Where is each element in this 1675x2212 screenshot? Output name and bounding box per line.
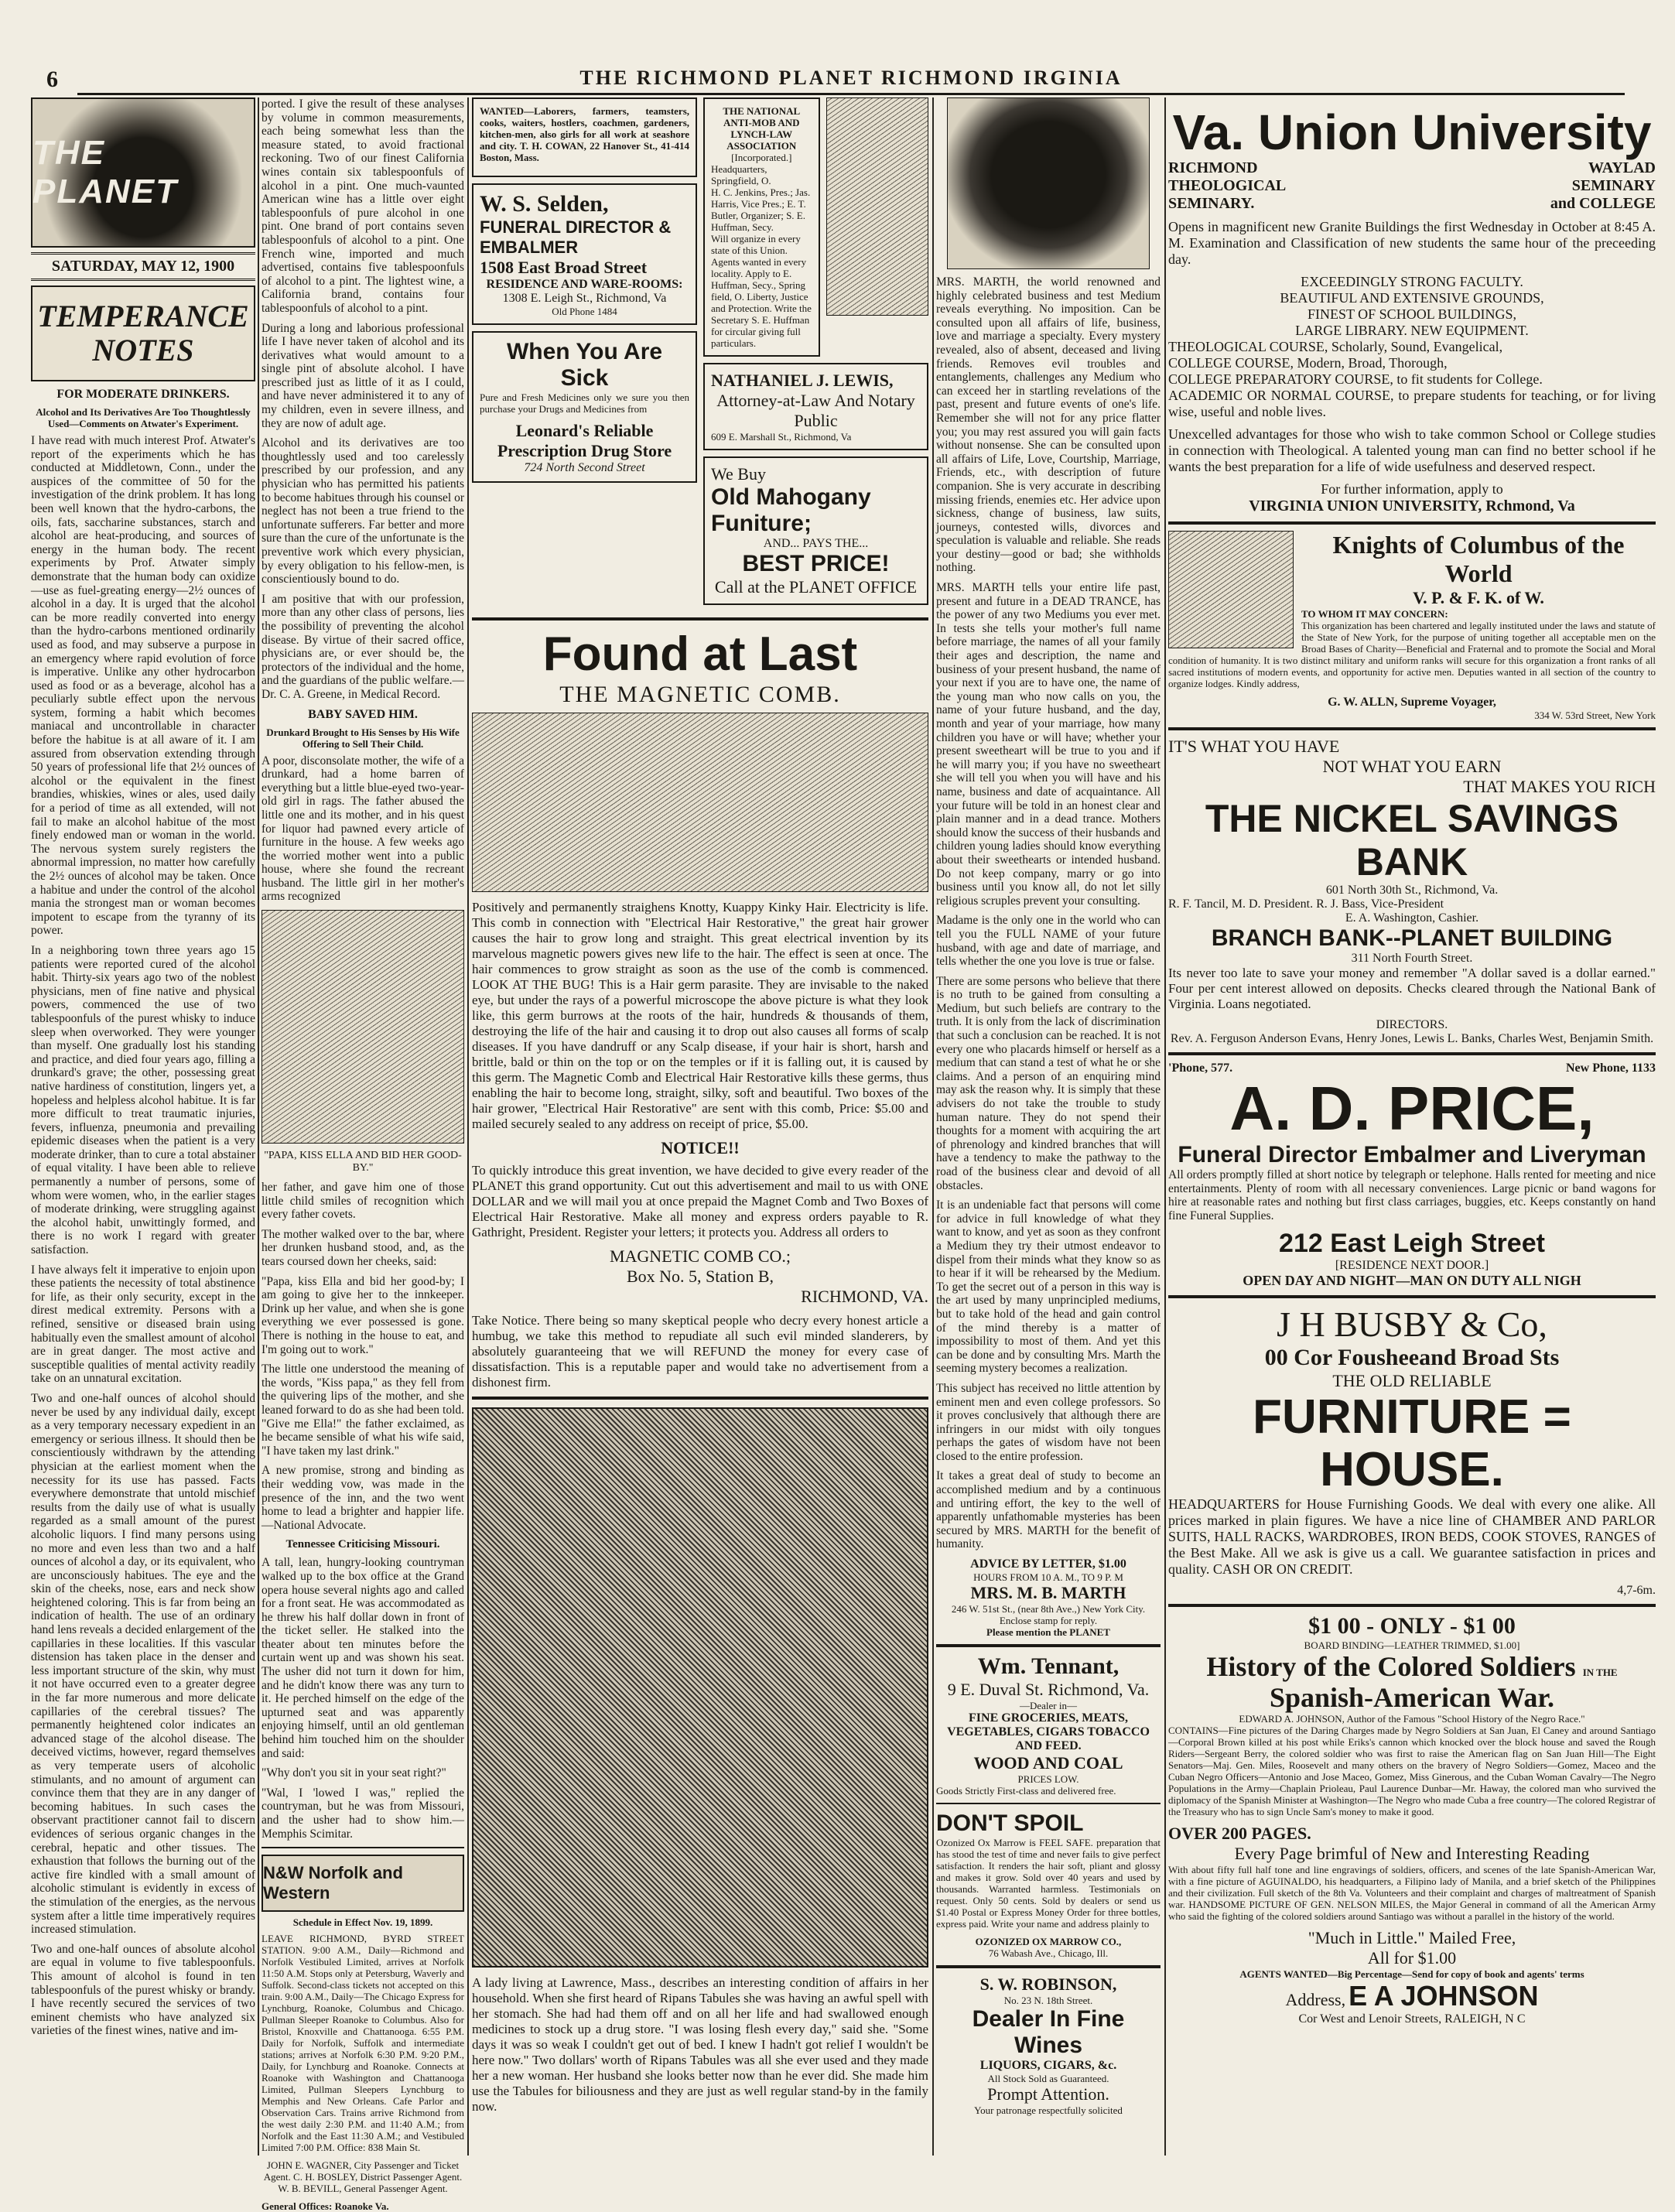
va-college: COLLEGE COURSE, Modern, Broad, Thorough, <box>1168 355 1448 371</box>
nw-logo-text: N&W Norfolk and Western <box>263 1863 403 1903</box>
busby-text: HEADQUARTERS for House Furnishing Goods. We deal with every one alike. All prices marked in plain figures. We have a nice line of CHAMBER AND PARLOR SUITS, HALL RACKS, WARDROBES, IRON BEDS, COOK STOVES, RANGES of the Best Make. All we ask is give us a call. We guarantee satisfaction in prices and quality. CASH OR ON CREDIT. <box>1168 1496 1656 1578</box>
article-paragraph: A new promise, strong and binding as their wedding vow, was made in the presence of the inn, and the two went home to lead a brighter and happier life.—National Advocate. <box>262 1464 464 1532</box>
nickel-officers-1: R. F. Tancil, M. D. President. R. J. Bass, Vice-President <box>1168 897 1444 911</box>
lewis-name: NATHANIEL J. LEWIS, <box>711 371 894 390</box>
kc-title: Knights of Columbus of the World <box>1332 531 1625 587</box>
lewis-ad <box>703 363 928 450</box>
ox-marrow-text: Ozonized Ox Marrow is FEEL SAFE. preparation that has stood the test of time and never fails to give perfect satisfaction. It renders the hair soft, pliant and glossy and makes it grow. Sold over 40 years and used by thousands. Warranted harmless. Testimonials on request. Only 50 cents. Sold by dealers or send us $1.40 Postal or Express Money Order for three bottles, express paid. Write your name and address plainly to <box>936 1837 1161 1930</box>
article-paragraph: Two and one-half ounces of alcohol should never be used by any individual daily, except as a very temporary necessary expedient in an emergency or serious illness. It should then be conscientiously withdrawn by the attending physician at the earliest moment when the necessity for its use has passed. Facts everywhere demonstrate that untold mischief results from the daily use of what is usually regarded as a small amount of the purest alcoholic liquors. I find many persons using no more and even less than two and a half ounces of alcohol a day, or its equivalent, who are unconsciously habitues. The eye and the skin of the cheeks, nose, ears and neck show heightened coloring. This is far from being an indication of health. The use of an ordinary hand lens reveals a decided enlargement of the capillaries in these localities. If this vascular distension has taken place in the denser and less important structure of the skin, why must it not have occurred even to a greater degree in the far more numerous and more delicate capillaries of the cerebral tissues? The permanently heightened color indicates an advanced stage of the alcohol disease. The deceived victims, however, regard themselves as very temperate users of alcoholic stimulants, and no amount of argument can convince them that they are in any danger of becoming habitues. In such cases the observant practitioner cannot fail to discern evidences of serious organic changes in the cerebral, hepatic and other tissues. The exhaustion that follows the burning out of the active fire kindled with a small amount of alcoholic stimulant is evidently in excess of the stimulation of the energies, as the nervous system after a little time imperatively requires increased stimulation. <box>31 1391 255 1937</box>
divider <box>262 1847 464 1848</box>
nickel-directors: DIRECTORS. <box>1376 1018 1448 1031</box>
history-book-ad <box>1168 1613 1656 2026</box>
divider <box>1168 1604 1656 1607</box>
history-title-1 <box>1168 1651 1656 1682</box>
article-subheading: Drunkard Brought to His Senses by His Wife Offering to Sell Their Child. <box>266 726 460 750</box>
nickel-line3: THAT MAKES YOU RICH <box>1463 777 1656 796</box>
antimob-text: Will organize in every state of this Union. Agents wanted in every locality. Apply to E. Huffman, Secy., Spring field, O. Liberty, Justice and Protection. Write the Secretary S. E. Huffman for circular giving full particulars. <box>711 233 812 349</box>
article-paragraph: her father, and gave him one of those little child smiles of recognition which every father covets. <box>262 1181 464 1222</box>
selden-address: 1508 East Broad Street <box>480 258 648 277</box>
robinson-prompt: Prompt Attention. <box>987 2084 1109 2104</box>
column-4 <box>936 97 1161 2156</box>
antimob-hq: Headquarters, Springfield, O. <box>711 163 771 186</box>
nw-agents: JOHN E. WAGNER, City Passenger and Ticket Agent. C. H. BOSLEY, District Passenger Agent. W. B. BEVILL, General Passenger Agent. <box>263 2159 463 2195</box>
kc-address: 334 W. 53rd Street, New York <box>1534 709 1656 721</box>
antimob-incorporated: [Incorporated.] <box>731 152 792 163</box>
article-paragraph: The mother walked over to the bar, where her drunken husband stood, and, as the tears coursed down her cheeks, said: <box>262 1227 464 1269</box>
article-paragraph: "Why don't you sit in your seat right?" <box>262 1766 446 1780</box>
va-right-3: and COLLEGE <box>1550 195 1656 212</box>
history-in-the: IN THE <box>1582 1667 1618 1679</box>
robinson-ad <box>936 1974 1161 2116</box>
va-left-2: THEOLOGICAL <box>1168 177 1287 194</box>
price-name: A. D. PRICE, <box>1229 1074 1595 1143</box>
marth-paragraph: MRS. MARTH, the world renowned and highly celebrated business and test Medium reveals everything. No imposition. Can be consulted upon all affairs of life, business, love and marriage a specialty. Every mystery revealed, also of absent, deceased and living friends. Removes evil troubles and entanglements, challenges any Medium who can exceed her in startling revelations of the past, present and future events of one's life. Remember she will not for any price flatter you; you may rest assured you will gain facts without nonsense. She can be consulted upon all affairs of Life, Love, Courtship, Marriage, Friends, etc., with description of future companion. She is very accurate in describing missing friends, enemies etc. Her advice upon sickness, change of business, law suits, journeys, contested wills, divorces and speculation is valuable and reliable. She reads your destiny—good or bad; she withholds nothing. <box>936 275 1161 575</box>
buy-line5: Call at the PLANET OFFICE <box>714 577 918 597</box>
sick-title: When You Are Sick <box>506 339 663 391</box>
leonard-address: 724 North Second Street <box>524 461 645 474</box>
article-heading: FOR MODERATE DRINKERS. <box>56 388 230 401</box>
va-grounds: BEAUTIFUL AND EXTENSIVE GROUNDS, <box>1280 290 1544 306</box>
planet-logo-text: THE PLANET <box>32 134 178 210</box>
robinson-patronage: Your patronage respectfully solicited <box>974 2104 1123 2117</box>
nw-offices: General Offices: Roanoke Va. <box>262 2200 389 2212</box>
mahogany-ad <box>703 456 928 605</box>
history-much: "Much in Little." Mailed Free, <box>1308 1928 1516 1948</box>
tennant-delivered: Goods Strictly First-class and delivered free. <box>936 1785 1116 1797</box>
dont-spoil-title: DON'T SPOIL <box>936 1810 1084 1837</box>
column-rule <box>1164 97 1166 2156</box>
history-address-label: Address, <box>1285 1990 1346 2010</box>
va-left-3: SEMINARY. <box>1168 195 1255 212</box>
va-union-schools <box>1168 159 1656 213</box>
price-phone-left: 'Phone, 577. <box>1168 1062 1233 1075</box>
tennant-prices: PRICES LOW. <box>1017 1773 1079 1786</box>
va-right-2: SEMINARY <box>1571 177 1656 194</box>
ripans-illustration <box>472 1407 928 1968</box>
nw-schedule-text: LEAVE RICHMOND, BYRD STREET STATION. 9:00 A.M., Daily—Richmond and Norfolk Vestibuled Limited, arrives at Norfolk 11:50 A.M. Stops only at Petersburg, Waverly and Suffolk. Second-class tickets not accepted on this train. 9:00 A.M., Daily—The Chicago Express for Lynchburg, Roanoke, Columbus and Chicago. Pullman Sleeper Roanoke to Columbus. Also for Bristol, Knoxville and Chattanooga. 6:55 P.M. Daily for Norfolk, Suffolk and intermediate stations; arrives at Norfolk 6:30 P.M. 9:20 P.M., Daily, for Lynchburg and Roanoke. Connects at Roanoke with Washington and Chattanooga Limited, Pullman Sleepers Lynchburg to Memphis and New Orleans. Cafe Parlor and Observation Cars. Trains arrive Richmond from the west daily 2:30 P.M. and 11:40 A.M.; from Norfolk and the East 11:30 A.M.; and Vestibuled Limited 7:00 P.M. Office: 838 Main St. <box>262 1933 464 2154</box>
kc-text: This organization has been chartered and legally instituted under the laws and statute of the State of New York, for the purpose of uniting together all acceptable men on the Broad Bases of Charity—Beneficial and Fraternal and to promote the Social and Moral condition of humanity. It is two distinct military and uniform ranks will secure for this organization a front ranks of all sacred institutions of modern events, and opportunity for active men. Deputies wanted in all section of the country to organize lodges. Kindly address, <box>1168 620 1656 689</box>
comb-paragraph: Positively and permanently straighens Knotty, Kuappy Kinky Hair. Electricity is life. This comb in connection with "Electrical Hair Restorative," the great hair grower causes the hair to grow long and straight. This great electrical invention by its marvelous magnetic powers gives new life to the hair. The effect is seen at once. The hair commences to grow straight as soon as the use of the comb is commenced. LOOK AT THE BUG! This is a Hair germ parasite. They are invisable to the naked eye, but under the rays of a powerful microscope the above picture is what they look like, this germ burrows at the roots of the hair, hundreds & thousands of them, destroying the life of the hair and causing it to drop out also causes all forms of scalp diseases. If you have dandruff or any Scalp disease, if your hair is short, harsh and brittle, bald or thin on the top or on the temples or if it is falling out, it is caused by this germ. The Magnetic Comb and Electrical Hair Restorative kills these germs, thus enabling the hair to become long, straight, silky, soft and beautiful. Two boxes of the hair grower, "Electrical Hair Restorative" are sent with this comb, Price: $5.00 and mailed securely sealed to any address on receipt of price, $5.00. <box>472 900 928 1131</box>
notice-paragraph: To quickly introduce this great invention, we have decided to give every reader of the PLANET this grand opportunity. Cut out this advertisement and mail to us with ONE DOLLAR and we will mail you at once prepaid the Magnet Comb and Two Boxes of Electrical Hair Restorative. Make all money and express orders payable to R. Gathright, President. Register your letters; it protects you. Address all orders to <box>472 1163 928 1239</box>
nickel-directors-list: Rev. A. Ferguson Anderson Evans, Henry Jones, Lewis L. Banks, Charles West, Benjamin Smith. <box>1170 1032 1654 1045</box>
history-binding: BOARD BINDING—LEATHER TRIMMED, $1.00] <box>1304 1639 1520 1652</box>
kc-signer: G. W. ALLN, Supreme Voyager, <box>1328 696 1496 709</box>
article-paragraph: "Wal, I 'lowed I was," replied the countryman, but he was from Missouri, and the usher had to show him.—Memphis Scimitar. <box>262 1786 464 1841</box>
va-library: LARGE LIBRARY. NEW EQUIPMENT. <box>1295 323 1529 338</box>
history-address-line <box>1168 1980 1656 2012</box>
marth-paragraph: MRS. MARTH tells your entire life past, present and future in a DEAD TRANCE, has the power of any two Mediums you ever met. In tests she tells your mother's full name before marriage, the names of all your family their ages and description, the name and business of your present husband, the name of your next if you are to have one, the name of the young man who now calls on you, the name of your future husband, and the day, month and year of your marriage, how many children you have or will have; whether your present sweetheart will be true to you and if he will marry you; if you have no sweetheart she will tell you when you will have and his name, business and date of acquaintance. All your future will be told in an honest clear and plain manner and in a dead trance. Mothers should know the success of their husbands and children young ladies should know everything about their sweethearts or intended husband. Do not keep company, marry or go into business until you know all, do not let silly religious scruples prevent your consulting. <box>936 581 1161 908</box>
lewis-address: 609 E. Marshall St., Richmond, Va <box>711 431 852 443</box>
divider <box>936 1803 1161 1804</box>
article-subheading: Alcohol and Its Derivatives Are Too Thoughtlessly Used—Comments on Atwater's Experiment. <box>36 406 251 429</box>
selden-residence: RESIDENCE AND WARE-ROOMS: <box>486 278 683 291</box>
article-paragraph: In a neighboring town three years ago 15 patients were reported cured of the alcohol habit. Thirty-six years ago two of the noblest physicians, men of fine native and physical powers, commenced the use of two tablespoonfuls of the purest whisky to induce sleep when overworked. They were younger than myself. One gradually lost his standing and practice, and died four years ago, filling a drunkard's grave; the other, possessing great native hardiness of constitution, lingers yet, a hopeless and helpless alcohol habitue. It is far more difficult to treat traumatic injuries, fevers, influenza, pneumonia and prevailing epidemic diseases when the patient is a very moderate drinker, than to cure a total abstainer of equal vitality. I have been able to relieve permanently a number of persons, some of whom were women, who, in the earlier stages of moderate drinking, were struggling against the alcohol habit, unwittingly formed, and there is no work I regard with greater satisfaction. <box>31 943 255 1257</box>
price-title: Funeral Director Embalmer and Liveryman <box>1178 1142 1646 1168</box>
marth-mention: Please mention the PLANET <box>986 1626 1110 1639</box>
tennant-name: Wm. Tennant, <box>977 1653 1120 1680</box>
nickel-title: THE NICKEL SAVINGS BANK <box>1205 797 1619 884</box>
marth-paragraph: It takes a great deal of study to become an accomplished medium and by a continuous and untiring effort, the key to the well of apparently unfathomable mysteries has been secured by MRS. MARTH for the benefit of humanity. <box>936 1469 1161 1551</box>
robinson-guaranteed: All Stock Sold as Guaranteed. <box>987 2073 1109 2085</box>
history-author: EDWARD A. JOHNSON, Author of the Famous "School History of the Negro Race." <box>1239 1713 1585 1725</box>
planet-logo <box>31 97 255 248</box>
page-number: 6 <box>46 67 60 92</box>
top-ads-left <box>472 97 697 611</box>
divider <box>936 1644 1161 1647</box>
va-left-1: RICHMOND <box>1168 159 1258 176</box>
history-over: OVER 200 PAGES. <box>1168 1824 1311 1844</box>
divider <box>1168 1295 1656 1298</box>
price-address: 212 East Leigh Street <box>1279 1229 1545 1259</box>
history-johnson: E A JOHNSON <box>1349 1980 1539 2012</box>
knights-columbus-ad <box>1168 531 1656 721</box>
busby-ad <box>1168 1304 1656 1598</box>
va-opens: Opens in magnificent new Granite Buildings the first Wednesday in October at 8:45 A. M. Examination and Classification of new students the same hour of the preceeding day. <box>1168 219 1656 267</box>
tennant-dealer: —Dealer in— <box>1019 1700 1077 1712</box>
va-union-left <box>1168 159 1286 213</box>
magnetic-comb-illustration <box>472 713 928 892</box>
nickel-branch-address: 311 North Fourth Street. <box>1351 952 1473 965</box>
justice-illustration <box>826 97 929 316</box>
kc-concern: TO WHOM IT MAY CONCERN: <box>1301 608 1448 620</box>
price-open: OPEN DAY AND NIGHT—MAN ON DUTY ALL NIGH <box>1243 1273 1581 1289</box>
history-price-line: $1 00 - ONLY - $1 00 <box>1308 1613 1516 1639</box>
issue-date: SATURDAY, MAY 12, 1900 <box>31 252 255 281</box>
marth-paragraph: There are some persons who believe that there is no truth to be gained from consulting a Medium, but such beliefs are contrary to the truth. It is only from the lack of discrimination that such a conclusion can be reached. It is not every one who placards himself or herself as a medium that can stand a test of what he or she claims. And a person of an enquiring mind may ask the reason why. It is simply that these advisers do not take the trouble to study human nature. They do not spend their thoughts for a moment with acquiring the art of phrenology and kindred branches that will have a tendency to make the pathway to the road of the business clear and devoid of all obstacles. <box>936 974 1161 1192</box>
busby-reliable: THE OLD RELIABLE <box>1332 1371 1492 1391</box>
wanted-ad <box>472 97 697 177</box>
article-paragraph: A poor, disconsolate mother, the wife of a drunkard, had a home barren of everything but a little blue-eyed two-year-old girl in rags. The father abused the little one and its mother, and in his quest for liquor had pawned every article of furniture in the house. A few weeks ago the worried mother went into a public house, where she found the recreant husband. The little girl in her mother's arms recognized <box>262 754 464 904</box>
robinson-goods: LIQUORS, CIGARS, &c. <box>979 2059 1117 2073</box>
temperance-notes-title: TEMPERANCE NOTES <box>37 299 249 368</box>
marth-paragraph: This subject has received no little attention by eminent men and even college professors. So it proves conclusively that although there are infringers in our midst with oily tongues perhaps the gates of wisdom have not been closed to the entire profession. <box>936 1381 1161 1463</box>
va-union-title: Va. Union University <box>1172 104 1652 160</box>
antimob-officers: H. C. Jenkins, Pres.; Jas. Harris, Vice Pres.; E. T. Butler, Organizer; S. E. Huffman, Secy. <box>711 186 811 233</box>
column-1 <box>31 97 255 2156</box>
column-rule <box>467 97 469 2156</box>
top-ads-right <box>703 97 928 611</box>
tennant-address: 9 E. Duval St. Richmond, Va. <box>947 1680 1150 1700</box>
va-right-1: WAYLAD <box>1588 159 1656 176</box>
antimob-title: THE NATIONAL ANTI-MOB AND LYNCH-LAW ASSOCIATION <box>723 105 801 152</box>
nw-schedule-title: Schedule in Effect Nov. 19, 1899. <box>292 1916 433 1929</box>
nw-railroad-logo <box>262 1855 464 1912</box>
mrs-marth-portrait <box>947 97 1150 269</box>
article-paragraph: Alcohol and its derivatives are too thoughtlessly used and too carelessly prescribed by our profession, and any physician who has permitted his patients to become habitues through his counsel or neglect has not been a true friend to the unfortunate sufferers. Far better and more sure than the cure of the unfortunate is the preventive work which every physician, by every obligation to his fellow-men, is conscientiously bound to do. <box>262 436 464 586</box>
marth-paragraph: Madame is the only one in the world who can tell you the FULL NAME of your future husband, with age and date of marriage, and tells whether the one you love is true or false. <box>936 914 1161 969</box>
nickel-bank-ad <box>1168 737 1656 1046</box>
article-heading: Tennessee Criticising Missouri. <box>285 1538 440 1551</box>
article-paragraph: "Papa, kiss Ella and bid her good-by; I am going to give her to the innkeeper. Drink up her value, and when she is gone everything we ever possessed is gone. There is nothing in the house to eat, and I'm going out to work." <box>262 1274 464 1356</box>
price-phone-right: New Phone, 1133 <box>1566 1062 1656 1075</box>
column-rule <box>932 97 934 2156</box>
history-contains: CONTAINS—Fine pictures of the Daring Charges made by Negro Soldiers at San Juan, El Caney and around Santiago—Corporal Brown killed at his post while Eriks's cannon which knocked over the block house and saved the Rough Riders—Sergeant Berry, the colored soldier who was first to raise the American flag on San Juan Hill—The Eight Senators—Maj. Gen. Miles, Roosevelt and many others on the bravery of Negro Soldiers—Gomez, Maceo and the Cuban Negro Officers—Antonio and Jose Maceo, Gomez, Miss Ginerous, and the Cuban Woman Cavalry—The Negro Populations in the Army—Chaplain Prioleau, Paul Laurence Dunbar—Mr. Haway, the colored man who survived the diplomacy of the Spanish Minister at Washington—The Negro who made Cuba a free country—The colored Registrar of the Treasury who has to sign Uncle Sam's money to make it good. <box>1168 1725 1656 1818</box>
column-3 <box>472 97 928 2156</box>
article-paragraph: Two and one-half ounces of absolute alcohol are equal in volume to five tablespoonfuls. This amount of alcohol is found in ten tablespoonfuls of the purest whisky or brandy. I have recently secured the services of two eminent chemists who have analyzed six varieties of the finest wines, native and im- <box>31 1942 255 2038</box>
top-ads-row <box>472 97 928 611</box>
va-union-ad <box>1168 105 1656 515</box>
buy-line4: BEST PRICE! <box>742 551 890 576</box>
article-paragraph: ported. I give the result of these analyses by volume in common measurements, each being somewhat less than the measure stated, to avoid fractional reckoning. Two of our finest California wines contain six tablespoonfuls of alcohol in a pint. One much-vaunted American wine has a little over eight tablespoonfuls of pure alcohol in one pint. One brand of port contains seven tablespoonfuls of alcohol to a pint. One French wine, imported and much advertised, contains five tablespoonfuls of alcohol to a pint. The lightest wine, a California brand, contains four tablespoonfuls of alcohol to a pint. <box>262 97 464 315</box>
nickel-branch: BRANCH BANK--PLANET BUILDING <box>1211 925 1613 951</box>
history-johnson-address: Cor West and Lenoir Streets, RALEIGH, N C <box>1298 2012 1526 2026</box>
history-agents: AGENTS WANTED—Big Percentage—Send for copy of book and agents' terms <box>1239 1968 1584 1981</box>
masthead <box>46 67 1625 95</box>
lewis-title: Attorney-at-Law And Notary Public <box>716 391 915 430</box>
va-prep: COLLEGE PREPARATORY COURSE, to fit students for College. <box>1168 371 1543 387</box>
marth-paragraph: It is an undeniable fact that persons will come for advice in full knowledge of what they want to know, and yet as soon as they confront a Medium they try their utmost endeavor to dispel from their minds what they know so as to hear if it will be rehearsed by the Medium. To get the secret out of a person in this way is the art used by many unprincipled mediums, but to take hold of the head and gain control of the mind thereby is a matter of impossibility to most of them. And yet this can be done and by consulting Mrs. Marth the seeming mystery becomes a realization. <box>936 1198 1161 1376</box>
marth-enclose: Enclose stamp for reply. <box>999 1615 1098 1627</box>
antimob-row <box>703 97 928 363</box>
divider <box>936 1965 1161 1968</box>
selden-ad <box>472 183 697 325</box>
comb-address-3: RICHMOND, VA. <box>801 1287 928 1306</box>
leonard-name: Leonard's Reliable Prescription Drug Store <box>497 421 672 460</box>
history-all: All for $1.00 <box>1367 1948 1457 1968</box>
bar-scene-illustration <box>262 910 464 1144</box>
price-ad <box>1168 1062 1656 1289</box>
divider <box>1168 521 1656 525</box>
article-heading: BABY SAVED HIM. <box>308 707 418 721</box>
leonard-drug-ad <box>472 331 697 483</box>
magnetic-comb-title: THE MAGNETIC COMB. <box>559 682 841 707</box>
nickel-officers-2: E. A. Washington, Cashier. <box>1345 911 1479 925</box>
wanted-text: WANTED—Laborers, farmers, teamsters, cooks, waiters, hostlers, coachmen, gardeners, kitchen-men, also girls for all work at seashore and city. T. H. COWAN, 22 Hanover St., 41-414 Boston, Mass. <box>480 105 689 163</box>
take-notice-paragraph: Take Notice. There being so many skeptical people who decry every honest article a humbug, we take this method to repudiate all such evil minded slanderers, by absolutely guaranteeing that we will REFUND the money for every case of dissatisfaction. This is a reputable paper and would take no advertisement from a dishonest firm. <box>472 1313 928 1390</box>
article-paragraph: A tall, lean, hungry-looking countryman walked up to the box office at the Grand opera house several nights ago and called for a front seat. He was accommodated as he threw his half dollar down in front of the ticket seller. He stalked into the theater about ten minutes before the curtain went up and was shown his seat. The usher did not turn it down for him, and he didn't know there was any turn to it. He perched himself on the edge of the upturned seat and was apparently enjoying himself, until an old gentleman behind him touched him on the shoulder and said: <box>262 1556 464 1760</box>
va-info: For further information, apply to <box>1321 481 1503 497</box>
selden-phone: Old Phone 1484 <box>552 306 617 317</box>
knights-illustration <box>1168 531 1294 648</box>
va-union-right <box>1550 159 1656 213</box>
illustration-caption: "PAPA, KISS ELLA AND BID HER GOOD-BY." <box>264 1150 462 1174</box>
robinson-address: No. 23 N. 18th Street. <box>1003 1995 1093 2007</box>
kc-sub: V. P. & F. K. of W. <box>1413 588 1544 607</box>
column-5 <box>1168 97 1656 2156</box>
price-residence: [RESIDENCE NEXT DOOR.] <box>1335 1259 1489 1273</box>
robinson-name: S. W. ROBINSON, <box>979 1974 1117 1995</box>
va-apply: VIRGINIA UNION UNIVERSITY, Rchmond, Va <box>1249 497 1575 515</box>
ox-marrow-company: OZONIZED OX MARROW CO., <box>975 1936 1122 1948</box>
article-paragraph: I have read with much interest Prof. Atwater's report of the experiments which he has conducted at Middletown, Conn., under the auspices of the committee of 50 for the investigation of the drink problem. It has long been well known that the hydro-carbons, the oils, fats, saccharine substances, starch and alcohol are heat-producing, and sources of energy in the human body. The recent experiments by Prof. Atwater simply demonstrate that the human body can oxidize—use as fuel-greating energy—2½ ounces of alcohol in a day. It is urged that the alcohol can be more readily converted into energy than the hydro-carbons mentioned ordinarily used as food, and may subserve a purpose in an emergency where rapid evolution of force is imperative. Unlike any other hydrocarbon used as food or as a beverage, alcohol has a peculiarly subtle effect upon the nervous system, forming a habit which becomes maniacal and uncontrollable in character before the habitue is at all aware of it. I am assured from observation extending through 50 years of professional life that 2½ ounces of alcohol or the equivalent in the finest brandies, whiskies, wines or ales, used daily for a period of time as all extended, will not fail to make an alcohol habitue of the most finely endowed man or woman in the world. The nervous system surely registers the abnormal impression, no matter how carefully the 2½ ounces of alcohol may be taken. Once a habitue and under the control of the alcohol mania the strongest man or woman becomes impotent to escape from the tyranny of its power. <box>31 434 255 938</box>
divider <box>1168 727 1656 730</box>
nickel-line2: NOT WHAT YOU EARN <box>1322 757 1502 776</box>
divider <box>472 617 928 621</box>
va-academic: ACADEMIC OR NORMAL COURSE, to prepare students for teaching, or for living wise, useful and noble lives. <box>1168 388 1656 419</box>
article-paragraph: During a long and laborious professional life I have never taken of alcohol and its derivatives what would amount to a single pint of absolute alcohol. I have prescribed just as little of it as I could, and have never administered it to any of my children, even in severe illness, and they are now of adult age. <box>262 321 464 430</box>
nickel-line1: IT'S WHAT YOU HAVE <box>1168 737 1340 756</box>
buy-line1: We Buy <box>711 464 766 484</box>
marth-hours: HOURS FROM 10 A. M., TO 9 P. M <box>973 1571 1123 1584</box>
ox-marrow-address: 76 Wabash Ave., Chicago, Ill. <box>988 1947 1109 1960</box>
selden-residence-address: 1308 E. Leigh St., Richmond, Va <box>502 292 667 305</box>
nickel-address: 601 North 30th St., Richmond, Va. <box>1325 884 1499 897</box>
found-at-last-title: Found at Last <box>542 627 858 681</box>
robinson-dealer: Dealer In Fine Wines <box>972 2006 1125 2059</box>
buy-line3: AND... PAYS THE... <box>763 537 869 550</box>
history-text: With about fifty full half tone and line engravings of soldiers, officers, and scenes of the late Spanish-American War, with a fine picture of AGUINALDO, his headquarters, a Filipino lady of Manila, and a brief sketch of the Philippines and their civilization. Full sketch of the 8th Va. Volunteers and their complaint and charges of maltreatment of Spanish war. HANDSOME PICTURE OF GEN. NELSON MILES, the Major General in command of all the American Army who said the fighting of the colored soldiers around Santiago was without a parallel in the history of the world. <box>1168 1864 1656 1923</box>
article-paragraph: I am positive that with our profession, more than any other class of persons, lies the possibility of preventing the alcohol disease. By virtue of their sacred office, physicians are, or ever should be, the protectors of the individual and the home, and the guardians of the public welfare.—Dr. C. A. Greene, in Medical Record. <box>262 592 464 701</box>
marth-name: MRS. M. B. MARTH <box>970 1583 1126 1603</box>
busby-address: 00 Cor Fousheeand Broad Sts <box>1264 1345 1560 1371</box>
ox-marrow-ad <box>936 1810 1161 1959</box>
comb-address-1: MAGNETIC COMB CO.; <box>609 1246 791 1266</box>
nickel-text: Its never too late to save your money and remember "A dollar saved is a dollar earned." Four per cent interest allowed on deposits. Checks cleared through the National Bank of Virginia. Loans negotiated. <box>1168 966 1656 1011</box>
history-title-2: Spanish-American War. <box>1269 1682 1555 1714</box>
busby-code: 4,7-6m. <box>1617 1584 1656 1598</box>
tennant-coal: WOOD AND COAL <box>973 1753 1123 1773</box>
history-title-text: History of the Colored Soldiers <box>1206 1651 1576 1683</box>
selden-title: FUNERAL DIRECTOR & EMBALMER <box>480 217 672 257</box>
marth-advice: ADVICE BY LETTER, $1.00 <box>970 1557 1126 1571</box>
busby-title: FURNITURE = HOUSE. <box>1253 1390 1571 1497</box>
selden-name: W. S. Selden, <box>480 191 609 217</box>
va-faculty: EXCEEDINGLY STRONG FACULTY. <box>1301 274 1523 289</box>
notice-title: NOTICE!! <box>661 1138 740 1157</box>
tennant-goods: FINE GROCERIES, MEATS, VEGETABLES, CIGARS TOBACCO AND FEED. <box>947 1711 1150 1753</box>
divider <box>1168 1052 1656 1055</box>
buy-line2: Old Mahogany Funiture; <box>711 484 871 536</box>
va-finest: FINEST OF SCHOOL BUILDINGS, <box>1307 306 1517 322</box>
va-unexcelled: Unexcelled advantages for those who wish to take common School or College studies in connection with Theological. A talented young man can find no better school if he wants the best preparation for a life of wide usefulness and deserved respect. <box>1168 426 1656 474</box>
marth-address: 246 W. 51st St., (near 8th Ave.,) New York City. <box>951 1603 1146 1615</box>
antimob-ad <box>703 97 820 357</box>
article-paragraph: I have always felt it imperative to enjoin upon these patients the necessity of total abstinence for life, as their only security, except in the direst medical extremity. Persons with a refined, sensitive or diseased brain using habitually even the smallest amount of alcohol are in great danger. The most active and susceptible qualities of mental activity readily take on an unnatural excitation. <box>31 1263 255 1386</box>
history-every: Every Page brimful of New and Interesting Reading <box>1234 1844 1590 1864</box>
divider <box>472 1397 928 1400</box>
va-theo: THEOLOGICAL COURSE, Scholarly, Sound, Evangelical, <box>1168 339 1503 354</box>
column-rule <box>258 97 259 2156</box>
column-2 <box>262 97 464 2212</box>
article-paragraph: The little one understood the meaning of the words, "Kiss papa," as they fell from the quivering lips of the mother, and she leaned forward to do as she had been told. "Give me Ella!" the father exclaimed, as he became sensible of what his wife said, "I have taken my last drink." <box>262 1362 464 1458</box>
ripans-paragraph: A lady living at Lawrence, Mass., describes an interesting condition of affairs in her household. When she first heard of Ripans Tabules she was having an awful spell with her stomach. She had had them off and on all her life and had swallowed enough medicines to stock up a drug store. "I was losing flesh every day," said she. "Some days it was so weak I couldn't get out of bed. I knew I hadn't got relief I wouldn't be here now." Two dollars' worth of Ripans Tabules was all she ever used and they made her a new woman. Her husband she looks better now than he ever did. She made him use the Tabules for biliousness and they are just as well regular stand-by in the family now. <box>472 1975 928 2114</box>
sick-text: Pure and Fresh Medicines only we sure you then purchase your Drugs and Medicines from <box>480 391 689 415</box>
tennant-ad <box>936 1653 1161 1797</box>
busby-name: J H BUSBY & Co, <box>1277 1304 1547 1345</box>
temperance-notes-header <box>31 285 255 381</box>
comb-address-2: Box No. 5, Station B, <box>626 1267 774 1286</box>
masthead-title: THE RICHMOND PLANET RICHMOND IRGINIA <box>579 67 1123 89</box>
price-text: All orders promptly filled at short notice by telegraph or telephone. Halls rented for meeting and nice entertainments. Plenty of room with all necessary conveniences. Large picnic or band wagons for hire at reasonable rates and nothing but first class carriages, buggies, etc. Keeps constantly on hand fine Funeral Supplies. <box>1168 1168 1656 1222</box>
